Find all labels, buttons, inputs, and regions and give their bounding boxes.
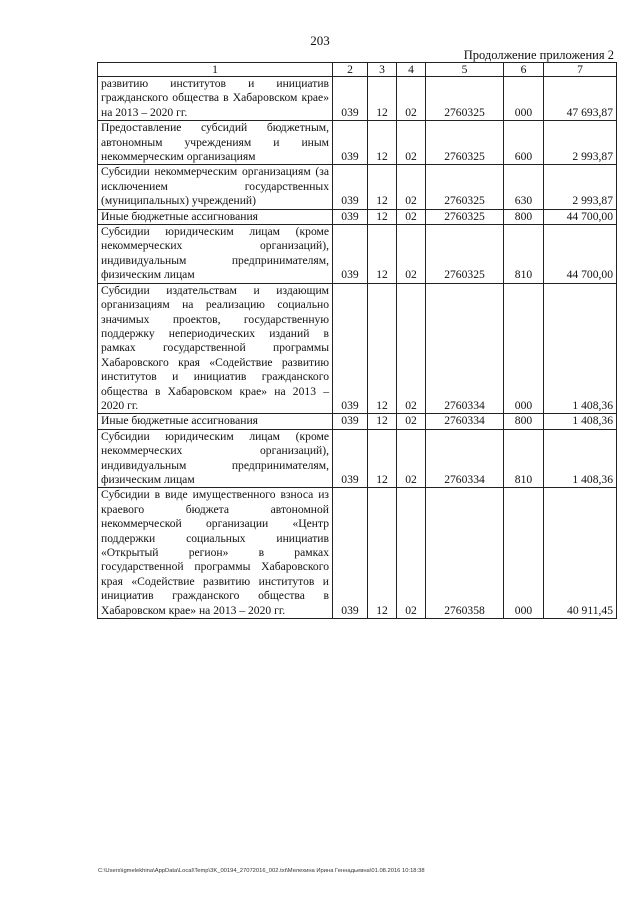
row-description: Иные бюджетные ассигнования (98, 414, 333, 429)
cell-target-article: 2760325 (426, 209, 504, 224)
header-cell: 2 (333, 63, 368, 77)
table-row (98, 488, 617, 619)
cell-ministry-code: 039 (333, 283, 368, 414)
cell-amount: 1 408,36 (544, 414, 617, 429)
row-description: Субсидии некоммерческим организациям (за исключением государственных (муниципальных) учреждений) (98, 165, 333, 209)
cell-subsection-code: 02 (397, 429, 426, 488)
cell-amount: 1 408,36 (544, 429, 617, 488)
cell-section-code: 12 (368, 209, 397, 224)
cell-section-code: 12 (368, 77, 397, 121)
cell-target-article: 2760358 (426, 488, 504, 619)
cell-section-code: 12 (368, 414, 397, 429)
cell-subsection-code: 02 (397, 283, 426, 414)
header-cell: 3 (368, 63, 397, 77)
cell-subsection-code: 02 (397, 77, 426, 121)
cell-expense-type: 630 (504, 165, 544, 209)
file-path-footer: C:\Users\igmelekhina\AppData\Local\Temp\3K_00194_27072016_002.txt\Мелехина Ирина Геннадьевна\01.08.2016 10:18:38 (98, 868, 425, 874)
cell-expense-type: 810 (504, 225, 544, 284)
row-description: Предоставление субсидий бюджетным, автономным учреждениям и иным некоммерческим организациям (98, 121, 333, 165)
cell-expense-type: 000 (504, 77, 544, 121)
cell-ministry-code: 039 (333, 225, 368, 284)
cell-target-article: 2760325 (426, 121, 504, 165)
cell-ministry-code: 039 (333, 165, 368, 209)
cell-amount: 1 408,36 (544, 283, 617, 414)
cell-subsection-code: 02 (397, 209, 426, 224)
row-description: Субсидии в виде имущественного взноса из краевого бюджета автономной некоммерческой организации «Центр поддержки социальных инициатив «Открытый регион» в рамках государственной программы Хабаровского края «Содействие развитию институтов и инициатив гражданского общества в Хабаровском крае» на 2013 – 2020 гг. (98, 488, 333, 619)
cell-ministry-code: 039 (333, 121, 368, 165)
row-description: развитию институтов и инициатив гражданского общества в Хабаровском крае» на 2013 – 2020 гг. (98, 77, 333, 121)
table-row (98, 429, 617, 488)
cell-ministry-code: 039 (333, 77, 368, 121)
row-description: Иные бюджетные ассигнования (98, 209, 333, 224)
cell-expense-type: 800 (504, 414, 544, 429)
row-description: Субсидии юридическим лицам (кроме некоммерческих организаций), индивидуальным предпринимателям, физическим лицам (98, 429, 333, 488)
row-description: Субсидии издательствам и издающим организациям на реализацию социально значимых проектов, государственную поддержку непериодических изданий в рамках государственной программы Хабаровского края «Содействие развитию институтов и инициатив гражданского общества в Хабаровском крае» на 2013 – 2020 гг. (98, 283, 333, 414)
budget-table (97, 62, 617, 619)
cell-section-code: 12 (368, 488, 397, 619)
table-row (98, 225, 617, 284)
cell-subsection-code: 02 (397, 414, 426, 429)
header-row (98, 63, 617, 77)
cell-subsection-code: 02 (397, 488, 426, 619)
header-cell: 1 (98, 63, 333, 77)
header-cell: 7 (544, 63, 617, 77)
header-cell: 4 (397, 63, 426, 77)
cell-amount: 44 700,00 (544, 209, 617, 224)
cell-section-code: 12 (368, 121, 397, 165)
cell-target-article: 2760325 (426, 165, 504, 209)
cell-amount: 40 911,45 (544, 488, 617, 619)
cell-amount: 2 993,87 (544, 165, 617, 209)
cell-target-article: 2760325 (426, 225, 504, 284)
table-row (98, 414, 617, 429)
cell-section-code: 12 (368, 429, 397, 488)
cell-amount: 47 693,87 (544, 77, 617, 121)
cell-ministry-code: 039 (333, 429, 368, 488)
continuation-label: Продолжение приложения 2 (463, 48, 614, 62)
header-cell: 6 (504, 63, 544, 77)
cell-section-code: 12 (368, 165, 397, 209)
cell-target-article: 2760334 (426, 283, 504, 414)
cell-target-article: 2760325 (426, 77, 504, 121)
table-row (98, 121, 617, 165)
cell-ministry-code: 039 (333, 414, 368, 429)
row-description: Субсидии юридическим лицам (кроме некоммерческих организаций), индивидуальным предпринимателям, физическим лицам (98, 225, 333, 284)
cell-subsection-code: 02 (397, 165, 426, 209)
cell-section-code: 12 (368, 283, 397, 414)
cell-expense-type: 600 (504, 121, 544, 165)
cell-expense-type: 810 (504, 429, 544, 488)
cell-ministry-code: 039 (333, 209, 368, 224)
cell-expense-type: 000 (504, 488, 544, 619)
table-row (98, 209, 617, 224)
cell-expense-type: 000 (504, 283, 544, 414)
cell-target-article: 2760334 (426, 429, 504, 488)
cell-expense-type: 800 (504, 209, 544, 224)
header-cell: 5 (426, 63, 504, 77)
cell-amount: 44 700,00 (544, 225, 617, 284)
cell-subsection-code: 02 (397, 121, 426, 165)
table-row (98, 77, 617, 121)
cell-section-code: 12 (368, 225, 397, 284)
table-row (98, 283, 617, 414)
cell-amount: 2 993,87 (544, 121, 617, 165)
table-row (98, 165, 617, 209)
cell-target-article: 2760334 (426, 414, 504, 429)
cell-ministry-code: 039 (333, 488, 368, 619)
cell-subsection-code: 02 (397, 225, 426, 284)
page-number: 203 (310, 33, 330, 48)
